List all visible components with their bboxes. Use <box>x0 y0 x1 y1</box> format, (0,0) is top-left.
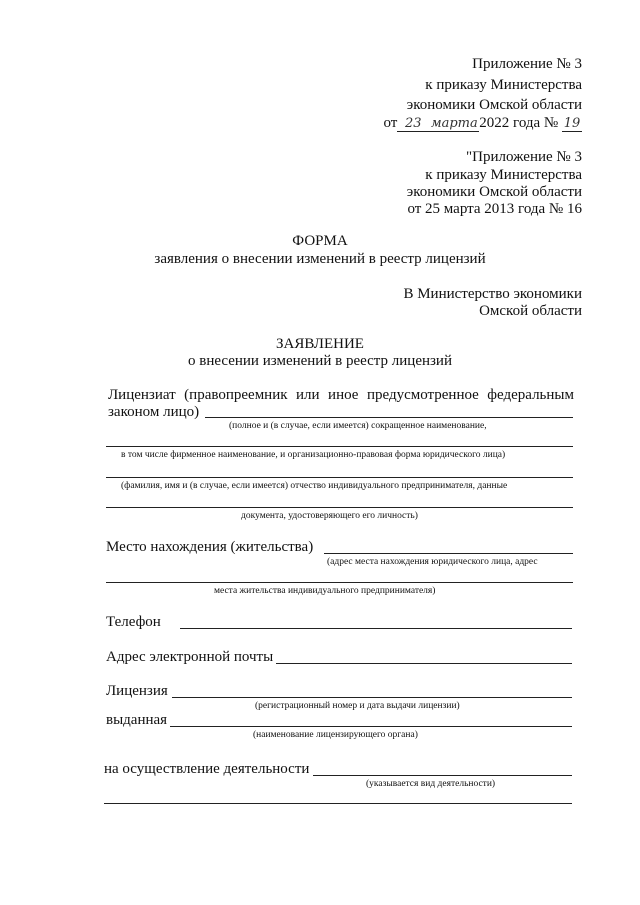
addressee-line2: Омской области <box>479 303 582 319</box>
license-field[interactable] <box>172 697 572 698</box>
licensee-hint2: в том числе фирменное наименование, и организационно-правовая форма юридического лица) <box>121 450 506 460</box>
license-hint: (регистрационный номер и дата выдачи лицензии) <box>255 701 460 711</box>
license-issued-hint: (наименование лицензирующего органа) <box>253 730 418 740</box>
licensee-hint1: (полное и (в случае, если имеется) сокращенное наименование, <box>229 421 487 431</box>
location-hint2: места жительства индивидуального предпринимателя) <box>214 586 436 596</box>
appendix-date-number: 19 <box>563 116 581 131</box>
appendix-date-suffix: 2022 года № <box>479 115 559 131</box>
location-label: Место нахождения (жительства) <box>106 539 314 555</box>
license-label: Лицензия <box>106 683 168 699</box>
phone-label: Телефон <box>106 614 161 630</box>
form-title: ФОРМА <box>292 233 348 249</box>
licensee-field-line1[interactable] <box>205 417 573 418</box>
activity-field-line2[interactable] <box>104 803 572 804</box>
license-issued-label: выданная <box>106 712 168 728</box>
addressee-line1: В Министерство экономики <box>403 286 582 302</box>
statement-title: ЗАЯВЛЕНИЕ <box>276 336 364 352</box>
quoted-appendix-line2: к приказу Министерства <box>425 167 582 183</box>
phone-field[interactable] <box>180 628 572 629</box>
licensee-hint4: документа, удостоверяющего его личность) <box>241 511 418 521</box>
email-field[interactable] <box>276 663 572 664</box>
email-label: Адрес электронной почты <box>106 649 274 665</box>
quoted-appendix-line3: экономики Омской области <box>406 184 582 200</box>
location-field-line1[interactable] <box>324 553 573 554</box>
appendix-date-line <box>383 114 582 132</box>
activity-label: на осуществление деятельности <box>104 761 310 777</box>
appendix-date-prefix: от <box>383 115 398 131</box>
statement-subtitle: о внесении изменений в реестр лицензий <box>187 353 452 369</box>
licensee-label-line1: Лицензиат (правопреемник или иное предусмотренное федеральным <box>108 387 574 403</box>
activity-field-line1[interactable] <box>313 775 572 776</box>
appendix-line1: Приложение № 3 <box>472 56 582 72</box>
licensee-field-line3[interactable] <box>106 477 573 478</box>
license-issued-field[interactable] <box>170 726 572 727</box>
quoted-appendix-line1: "Приложение № 3 <box>466 149 582 165</box>
form-subtitle: заявления о внесении изменений в реестр лицензий <box>154 251 486 267</box>
location-field-line2[interactable] <box>106 582 573 583</box>
licensee-field-line2[interactable] <box>106 446 573 447</box>
appendix-date-month: марта <box>430 116 478 131</box>
appendix-line3: экономики Омской области <box>406 97 582 113</box>
location-hint1: (адрес места нахождения юридического лица, адрес <box>327 557 538 567</box>
licensee-label-line2: законом лицо) <box>108 404 200 420</box>
licensee-field-line4[interactable] <box>106 507 573 508</box>
appendix-line2: к приказу Министерства <box>425 77 582 93</box>
appendix-date-day: 23 <box>397 117 429 132</box>
quoted-appendix-line4: от 25 марта 2013 года № 16 <box>407 201 582 217</box>
activity-hint: (указывается вид деятельности) <box>366 779 496 789</box>
licensee-hint3: (фамилия, имя и (в случае, если имеется) отчество индивидуального предпринимателя, данные <box>121 481 508 491</box>
